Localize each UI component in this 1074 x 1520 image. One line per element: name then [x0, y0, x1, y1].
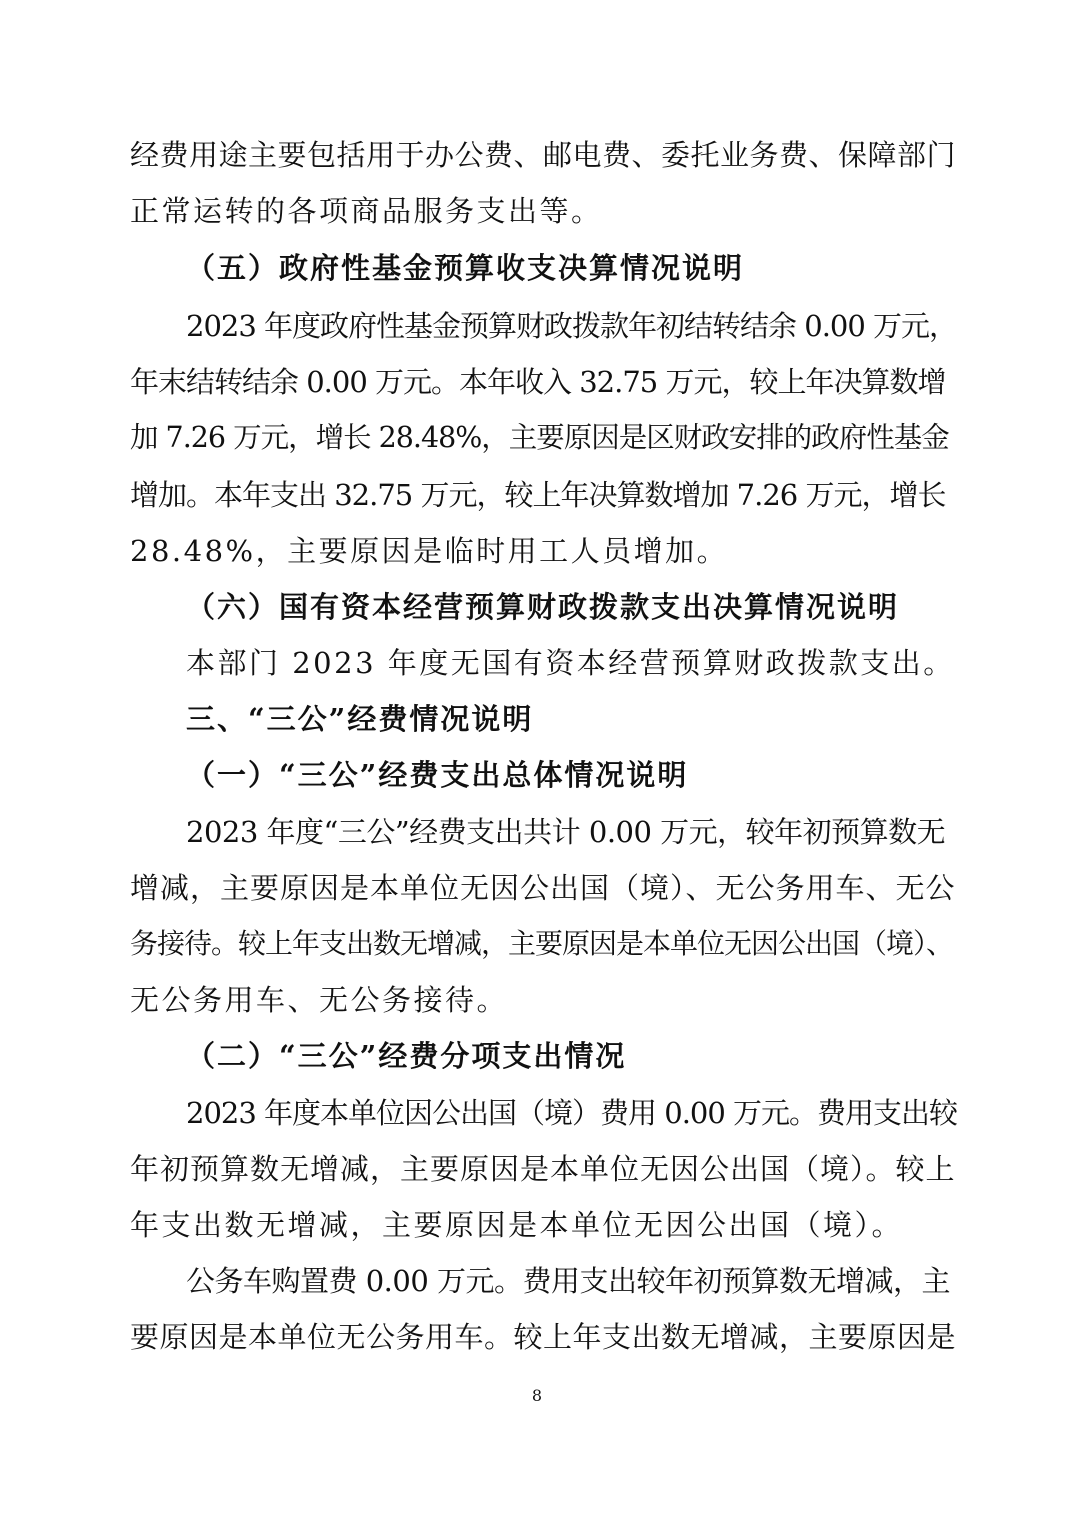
body-text-line: 2023 年度政府性基金预算财政拨款年初结转结余 0.00 万元， [186, 309, 958, 343]
body-text-line: 正常运转的各项商品服务支出等。 [130, 194, 603, 228]
body-text-line: 2023 年度“三公”经费支出共计 0.00 万元，较年初预算数无 [186, 815, 946, 849]
body-text-line: 年初预算数无增减，主要原因是本单位无因公出国（境）。较上 [130, 1152, 956, 1186]
chapter-heading-three: 三、“三公”经费情况说明 [186, 702, 534, 736]
section-heading-five: （五）政府性基金预算收支决算情况说明 [186, 251, 745, 285]
body-text-line: 增加。本年支出 32.75 万元，较上年决算数增加 7.26 万元，增长 [130, 478, 946, 512]
body-text-line: 无公务用车、无公务接待。 [130, 983, 509, 1017]
body-text-line: 经费用途主要包括用于办公费、邮电费、委托业务费、保障部门 [130, 138, 957, 172]
body-text-line: 28.48%，主要原因是临时用工人员增加。 [130, 534, 729, 568]
body-text-line: 增减，主要原因是本单位无因公出国（境）、无公务用车、无公 [130, 871, 956, 905]
body-text-line: 本部门 2023 年度无国有资本经营预算财政拨款支出。 [186, 646, 955, 680]
section-heading-one: （一）“三公”经费支出总体情况说明 [186, 758, 689, 792]
body-text-line: 年支出数无增减，主要原因是本单位无因公出国（境）。 [130, 1208, 904, 1242]
body-text-line: 加 7.26 万元，增长 28.48%，主要原因是区财政安排的政府性基金 [130, 421, 949, 454]
page-number: 8 [531, 1386, 543, 1405]
body-text-line: 务接待。较上年支出数无增减，主要原因是本单位无因公出国（境）、 [130, 927, 954, 960]
body-text-line: 年末结转结余 0.00 万元。本年收入 32.75 万元，较上年决算数增 [130, 365, 946, 399]
body-text-line: 要原因是本单位无公务用车。较上年支出数无增减，主要原因是 [130, 1320, 957, 1354]
body-text-line: 公务车购置费 0.00 万元。费用支出较年初预算数无增减，主 [186, 1264, 951, 1298]
body-text-line: 2023 年度本单位因公出国（境）费用 0.00 万元。费用支出较 [186, 1096, 958, 1130]
section-heading-six: （六）国有资本经营预算财政拨款支出决算情况说明 [186, 590, 900, 624]
section-heading-two: （二）“三公”经费分项支出情况 [186, 1039, 627, 1073]
